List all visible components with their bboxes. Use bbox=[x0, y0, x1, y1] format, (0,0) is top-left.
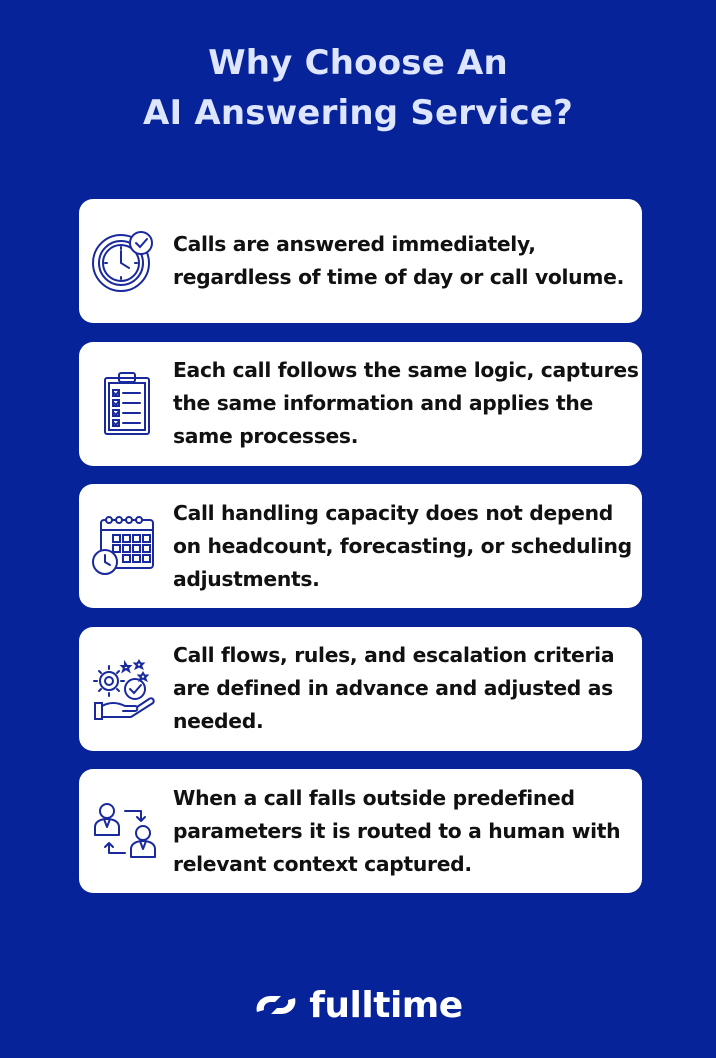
title-line-2: AI Answering Service? bbox=[142, 93, 574, 133]
benefit-card-consistency bbox=[79, 342, 642, 466]
benefit-text: Call handling capacity does not depend on headcount, forecasting, or scheduling adjustments. bbox=[173, 500, 632, 591]
benefits-list bbox=[79, 199, 642, 912]
logo-wordmark: fulltime bbox=[309, 984, 463, 1026]
calendar-clock-icon bbox=[89, 510, 161, 582]
benefit-card-escalation bbox=[79, 769, 642, 893]
clipboard-checklist-icon bbox=[89, 368, 161, 440]
benefit-card-capacity bbox=[79, 484, 642, 608]
benefit-text: Each call follows the same logic, captures the same information and applies the same processes. bbox=[173, 358, 639, 448]
benefit-card-rules bbox=[79, 627, 642, 751]
fulltime-logo-icon bbox=[253, 990, 299, 1020]
title-line-1: Why Choose An bbox=[208, 43, 508, 83]
page-title bbox=[0, 38, 716, 138]
people-transfer-icon bbox=[89, 795, 161, 867]
gear-hand-check-icon bbox=[89, 653, 161, 725]
benefit-text: When a call falls outside predefined parameters it is routed to a human with relevant context captured. bbox=[173, 785, 621, 876]
benefit-text: Call flows, rules, and escalation criteria are defined in advance and adjusted as needed. bbox=[173, 643, 615, 733]
brand-logo bbox=[0, 980, 716, 1030]
benefit-text: Calls are answered immediately, regardless of time of day or call volume. bbox=[173, 232, 624, 289]
benefit-card-availability bbox=[79, 199, 642, 323]
clock-check-icon bbox=[89, 225, 161, 297]
